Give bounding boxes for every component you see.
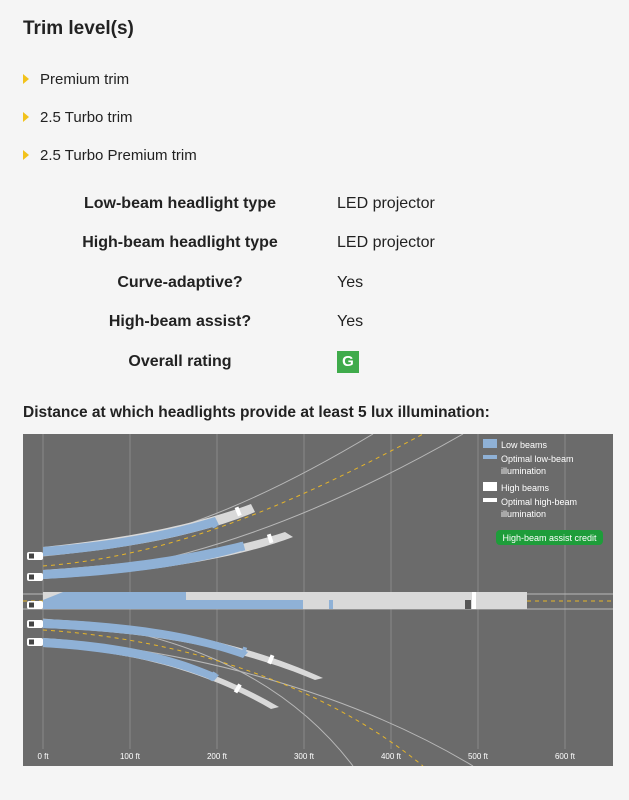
spec-label: High-beam headlight type: [82, 234, 278, 252]
optimal-high-dark-marker: [465, 600, 471, 609]
legend-label: High beams: [501, 483, 550, 493]
spec-value: Yes: [337, 273, 364, 291]
legend-label: Low beams: [501, 440, 548, 450]
legend-swatch-high-beams: [483, 482, 497, 491]
assist-credit-label: High-beam assist credit: [502, 533, 597, 543]
spec-label: High-beam assist?: [108, 313, 252, 331]
spec-row: [0, 184, 629, 224]
trim-item: [23, 60, 197, 98]
bullet-icon: [23, 74, 29, 84]
legend-label-line: Optimal low-beam: [501, 454, 574, 464]
trim-item: [23, 98, 197, 136]
car-icon: [27, 620, 43, 628]
optimal-low-marker: [329, 600, 333, 609]
x-tick-label: 100 ft: [119, 752, 141, 761]
trim-label: 2.5 Turbo Premium trim: [40, 146, 197, 164]
spec-row: [0, 263, 629, 303]
x-tick-label: 600 ft: [554, 752, 576, 761]
car-icon: [27, 601, 43, 609]
bullet-icon: [23, 150, 29, 160]
car-icon: [27, 573, 43, 581]
spec-label: Curve-adaptive?: [117, 273, 243, 291]
spec-value: Yes: [337, 313, 364, 331]
trim-label: 2.5 Turbo trim: [40, 108, 133, 126]
legend-swatch-optimal-low: [483, 455, 497, 459]
spec-value-rating: [337, 351, 359, 373]
legend-label-line: illumination: [501, 466, 547, 476]
spec-label: Overall rating: [128, 352, 232, 370]
x-tick-label: 500 ft: [467, 752, 489, 761]
legend-swatch-optimal-high: [483, 498, 497, 502]
spec-row: [0, 342, 629, 382]
legend-label-line: Optimal high-beam: [501, 497, 578, 507]
trim-item: [23, 136, 197, 174]
spec-table: [0, 184, 629, 382]
chart-svg: [23, 434, 613, 766]
page-title: Trim level(s): [23, 18, 134, 39]
car-icon: [27, 638, 43, 646]
trim-label: Premium trim: [40, 70, 130, 88]
x-tick-label: 300 ft: [293, 752, 315, 761]
trim-list: [23, 62, 197, 174]
x-tick-label: 400 ft: [380, 752, 402, 761]
x-tick-label: 200 ft: [206, 752, 228, 761]
spec-row: [0, 303, 629, 343]
car-icon: [27, 552, 43, 560]
spec-value: LED projector: [337, 234, 435, 252]
optimal-high-marker: [472, 592, 476, 609]
headlight-chart: [23, 434, 613, 766]
bullet-icon: [23, 112, 29, 122]
chart-heading: Distance at which headlights provide at least 5 lux illumination:: [23, 404, 490, 421]
spec-row: [0, 224, 629, 264]
legend-swatch-low-beams: [483, 439, 497, 448]
x-tick-label: 0 ft: [37, 752, 49, 761]
rating-badge: G: [337, 351, 359, 373]
spec-label: Low-beam headlight type: [83, 194, 276, 212]
spec-value: LED projector: [337, 194, 435, 212]
legend-label-line: illumination: [501, 509, 547, 519]
